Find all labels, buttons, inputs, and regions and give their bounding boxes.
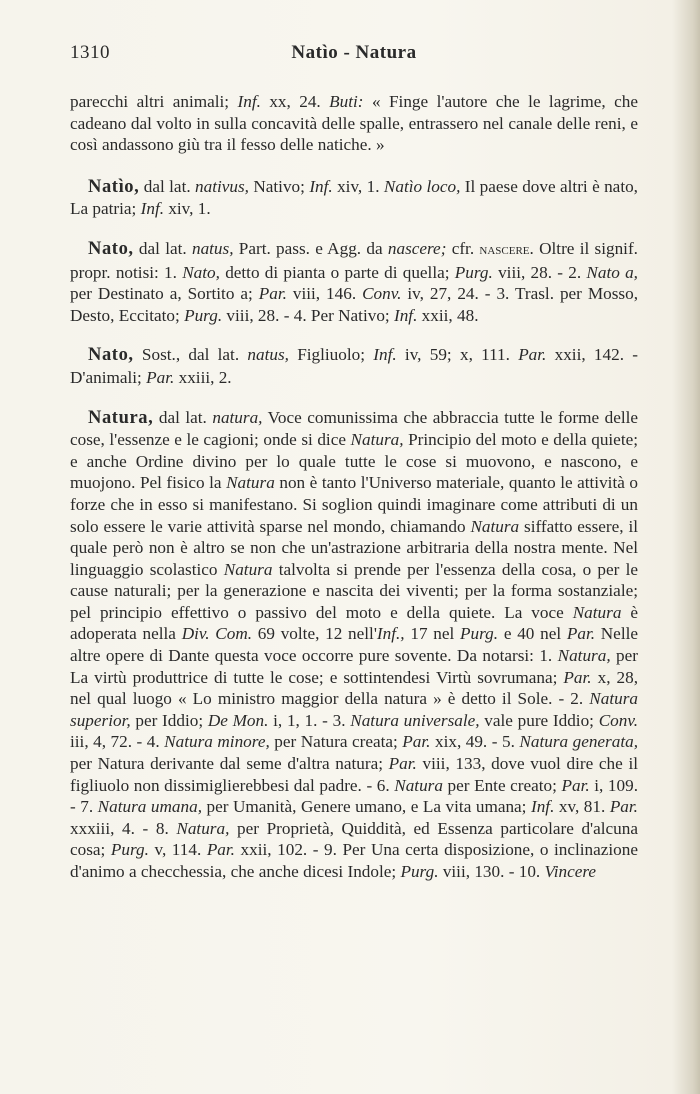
entry-text: Voce comunissima che abbraccia tutte le forme delle cose, l'essenze e le cagioni; onde si dice [70, 407, 638, 450]
entry-text: xiv, 1. [332, 176, 384, 196]
headword: Nato, [88, 238, 134, 259]
italic-text: Inf. [237, 92, 261, 111]
italic-text: Purg. [400, 862, 439, 881]
entry-text: Principio del moto e della quiete; e anche Ordine divino per lo quale tutte le cose si muovono, e nascono, e muojono. Pel fisico la [70, 430, 638, 493]
entry-text: Nelle altre opere di Dante questa voce occorre pure sovente. Da notarsi: 1. [70, 624, 638, 666]
entry-text: per La virtù produttrice di tutte le cose; e sottintendesi Virtù sovrumana; [70, 646, 638, 687]
entry-text: Nativo; [248, 176, 310, 196]
entry-text: siffatto essere, il quale però non è altro se non che un'astrazione arbitraria della nostra mente. Nel linguaggio scolastico [70, 516, 639, 579]
italic-text: Par. [563, 667, 592, 687]
dictionary-text [70, 91, 638, 901]
headword: Natura, [88, 407, 154, 428]
entry-text: xx, 24. [260, 92, 330, 111]
entry-text: Part. pass. e Agg. da [233, 238, 388, 258]
entry-text: talvolta si prende per l'essenza della cosa, o per le cause naturali; per la generazione e nascita dei viventi; per la forma sostanziale; pel principio effettivo o passivo del moto e della quiete. La voce [70, 559, 638, 622]
italic-text: De Mon. [207, 710, 269, 730]
italic-text: natus, [247, 345, 289, 365]
italic-text: Natura [572, 602, 622, 622]
entry-text: per Proprietà, Quiddità, ed Essenza particolare d'alcuna cosa; [70, 818, 638, 860]
entry-text: xxii, 48. [417, 305, 479, 325]
italic-text: Natura, [176, 818, 230, 838]
entry-continuation [70, 91, 638, 156]
entry-text: x, 28, nel qual luogo « Lo ministro maggior della natura » è detto il Sole. - 2. [70, 667, 638, 709]
entry-text: viii, 130. - 10. [438, 862, 545, 881]
entry-text: iv, 59; x, 111. [396, 345, 519, 365]
entry-text: xix, 49. - 5. [430, 732, 520, 752]
italic-text: nascere; [387, 238, 447, 258]
entry-text: parecchi altri animali; [70, 92, 238, 111]
italic-text: Par. [518, 345, 547, 365]
entry-text: dal lat. [139, 176, 196, 196]
entry-text: per Destinato a, Sortito a; [70, 284, 259, 304]
entry-nato-noun [70, 344, 638, 388]
entry-text: per Ente creato; [442, 775, 562, 795]
page-header [70, 42, 638, 66]
entry-text: 69 volte, 12 nell' [252, 624, 377, 644]
italic-text: Par. [146, 367, 175, 387]
entry-text: cfr. [446, 238, 480, 258]
italic-text: Inf., [376, 624, 405, 644]
italic-text: Purg. [110, 840, 149, 860]
entry-text: Figliuolo; [288, 345, 374, 365]
italic-text: Purg. [184, 305, 223, 325]
entry-text: e 40 nel [498, 624, 567, 644]
italic-text: Natura umana, [97, 797, 202, 817]
entry-text: xxxiii, 4. - 8. [70, 818, 177, 838]
entry-text: per Iddio; [130, 710, 208, 730]
italic-text: natus, [191, 238, 234, 258]
entry-text: i, 1, 1. - 3. [268, 710, 351, 730]
italic-text: Inf. [373, 345, 397, 365]
entry-text: « Finge l'autore che le lagrime, che cadeano dal volto in sulla concavità delle spalle, entrassero nel canale delle reni, e così andassono giù tra il fesso delle natiche. » [70, 92, 638, 155]
entry-text: Il paese dove altri è nato, La patria; [70, 176, 638, 219]
italic-text: Natura [470, 516, 520, 536]
entry-text: i, 109. - 7. [70, 775, 638, 817]
entry-text: . Oltre il signif. propr. notisi: 1. [70, 238, 638, 282]
italic-text: Div. Com. [181, 624, 253, 644]
headword: Natìo, [88, 176, 140, 197]
entry-text: per Umanità, Genere umano, e La vita umana; [202, 797, 531, 817]
entry-text: per Natura derivante dal seme d'altra natura; [70, 754, 389, 774]
italic-text: Nato a, [586, 262, 638, 282]
italic-text: Par. [561, 775, 590, 795]
italic-text: Conv. [598, 710, 638, 730]
small-caps-text: nascere [479, 241, 530, 258]
entry-text: iii, 4, 72. - 4. [70, 732, 165, 752]
entry-text: non è tanto l'Universo materiale, quanto le attività o forze che in esso si manifestano. Si soglion quindi imaginare come attributi di un solo essere le varie attività sparse nel mondo, chiamando [70, 473, 638, 536]
italic-text: Natura [226, 473, 275, 493]
entry-natura [70, 407, 638, 883]
entry-text: iv, 27, 24. - 3. Trasl. per Mosso, Desto, Eccitato; [70, 284, 638, 325]
italic-text: Purg. [460, 624, 499, 644]
entry-text: dal lat. [153, 407, 213, 427]
italic-text: Buti: [329, 92, 364, 111]
entry-text: viii, 133, dove vuol dire che il figliuolo non dissimiglierebbesi dal padre. - 6. [70, 754, 638, 795]
italic-text: Natura [223, 559, 273, 579]
entry-text: detto di pianta o parte di quella; [219, 262, 455, 282]
italic-text: Natura minore, [164, 732, 270, 752]
italic-text: Natìo loco, [383, 176, 461, 196]
italic-text: Par. [609, 797, 638, 817]
italic-text: Natura [394, 775, 443, 795]
entry-nato-participle [70, 238, 638, 326]
entry-text: vale pure Iddio; [479, 710, 599, 730]
entry-text: viii, 28. - 2. [492, 262, 587, 282]
italic-text: Natura universale, [350, 710, 480, 730]
italic-text: Inf. [140, 199, 165, 219]
entry-text: Sost., dal lat. [133, 345, 248, 365]
entry-text: 17 nel [404, 624, 461, 644]
entry-text: è adoperata nella [70, 602, 638, 644]
italic-text: Natura superior, [70, 689, 638, 730]
entry-text: xiv, 1. [164, 199, 211, 219]
italic-text: Inf. [393, 305, 418, 325]
italic-text: Par. [566, 624, 596, 644]
italic-text: Par. [206, 840, 235, 860]
entry-text: xxii, 142. - D'animali; [70, 345, 638, 387]
entry-text: v, 114. [148, 840, 207, 860]
entry-text: viii, 146. [286, 284, 363, 304]
running-head: Natìo - Natura [291, 42, 417, 63]
italic-text: Purg. [454, 262, 493, 282]
entry-natio [70, 176, 638, 220]
italic-text: Nato, [182, 262, 220, 282]
page-number: 1310 [70, 42, 110, 63]
italic-text: natura, [212, 407, 263, 427]
italic-text: Par. [402, 732, 431, 752]
italic-text: Natura generata, [519, 732, 639, 752]
italic-text: Natura, [557, 646, 611, 666]
entry-text: per Natura creata; [269, 732, 403, 752]
italic-text: Natura, [350, 430, 404, 450]
entry-text: xv, 81. [554, 797, 610, 817]
entry-text: dal lat. [133, 238, 192, 258]
italic-text: Par. [388, 754, 417, 774]
headword: Nato, [88, 345, 134, 366]
italic-text: Conv. [362, 284, 402, 304]
entry-text: xxiii, 2. [174, 367, 232, 387]
entry-text: xxii, 102. - 9. Per Una certa disposizione, o inclinazione d'animo a checchessia, che anche dicesi Indole; [70, 840, 638, 881]
italic-text: Par. [258, 284, 287, 304]
italic-text: Vincere [544, 862, 597, 881]
entry-text: viii, 28. - 4. Per Nativo; [222, 305, 394, 325]
italic-text: Inf. [309, 176, 333, 196]
italic-text: Inf. [530, 797, 555, 817]
italic-text: nativus, [195, 176, 249, 196]
